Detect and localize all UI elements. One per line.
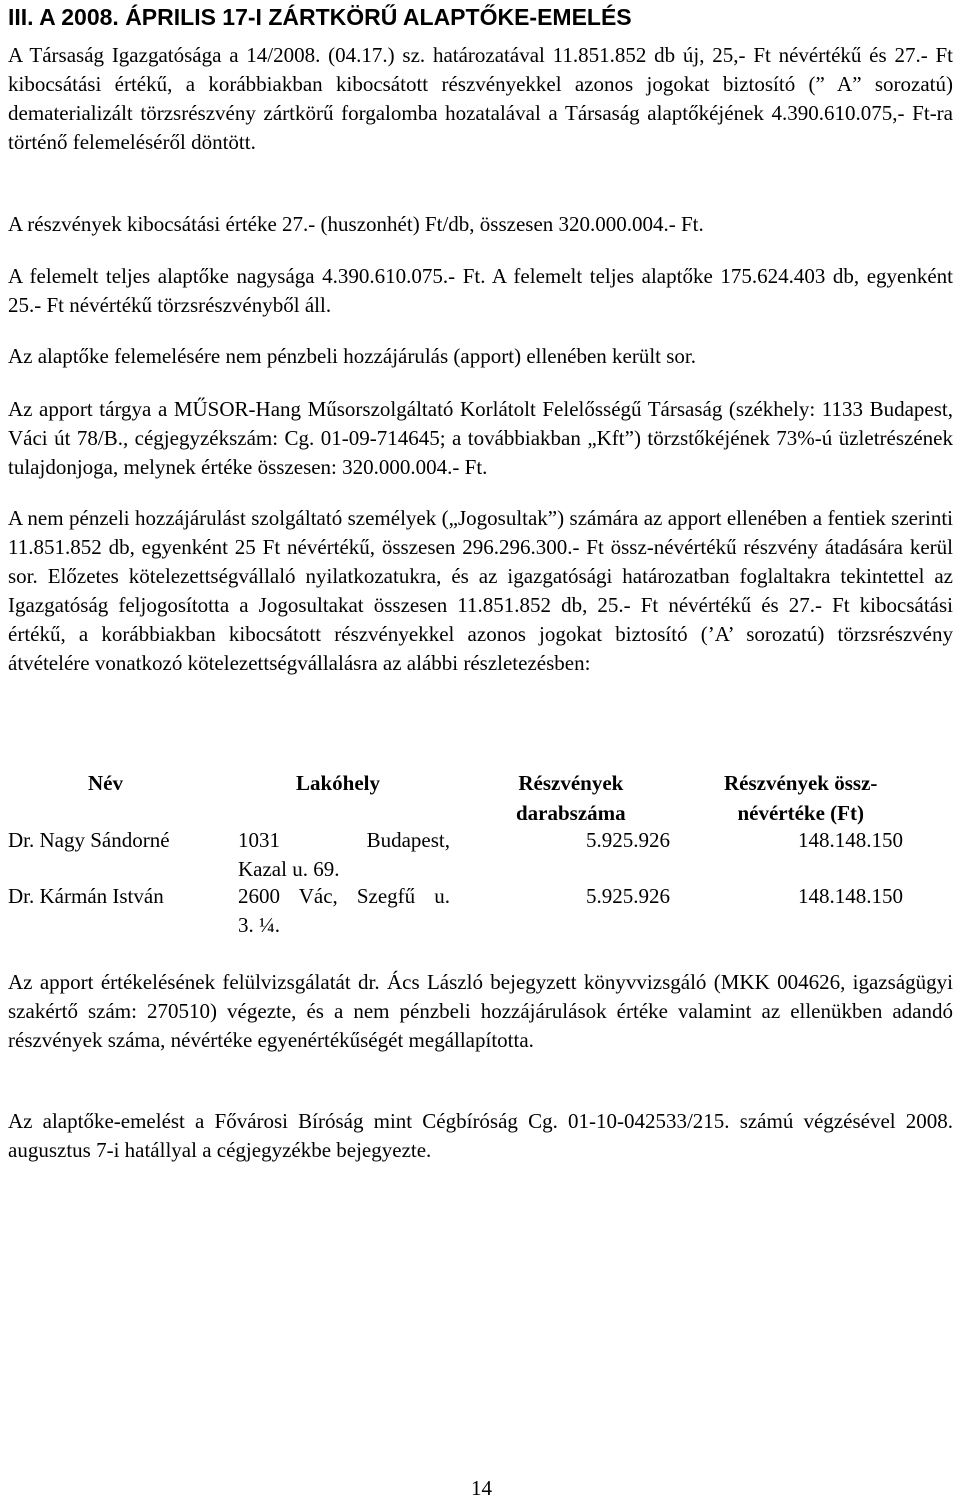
column-header-name: Név: [88, 771, 123, 795]
row-address-line1: 1031 Budapest,: [238, 828, 450, 852]
page-number: 14: [471, 1476, 492, 1500]
paragraph-board-decision: A Társaság Igazgatósága a 14/2008. (04.17.) sz. határozatával 11.851.852 db új, 25,- Ft névértékű és 27.- Ft kibocsátási értékű, a korábbiakban kibocsátott részvényekkel azonos jogokat biztosító (” A” sorozatú) dematerializált törzsrészvény zártkörű forgalomba hozatalával a Társaság alaptőkéjének 4.390.610.075,- Ft-ra történő felemeléséről döntött.: [8, 43, 953, 154]
row-address-line1: 2600 Vác, Szegfű u.: [238, 884, 450, 908]
row-share-count: 5.925.926: [586, 884, 670, 908]
paragraph-in-kind-contribution: Az alaptőke felemelésére nem pénzbeli hozzájárulás (apport) ellenében került sor.: [8, 344, 697, 368]
row-name: Dr. Kármán István: [8, 884, 164, 908]
column-header-share-count-line2: darabszáma: [516, 801, 626, 825]
row-share-count: 5.925.926: [586, 828, 670, 852]
column-header-share-count: [516, 768, 626, 828]
row-address-line2: 3. ¼.: [238, 913, 280, 937]
paragraph-apport-subject: Az apport tárgya a MŰSOR-Hang Műsorszolgáltató Korlátolt Felelősségű Társaság (székhely: 1133 Budapest, Váci út 78/B., cégjegyzékszám: Cg. 01-09-714645; a továbbiakban „Kft”) törzstőkéjének 73%-ú üzletrészének tulajdonjoga, melynek értéke összesen: 320.000.004.- Ft.: [8, 397, 953, 479]
paragraph-audit: Az apport értékelésének felülvizsgálatát dr. Ács László bejegyzett könyvvizsgáló (MKK 004626, igazságügyi szakértő szám: 270510) végezte, és a nem pénzbeli hozzájárulások értéke valamint az ellenükben adandó részvények száma, névértéke egyenértékűségét megállapította.: [8, 970, 953, 1052]
row-address-line2: Kazal u. 69.: [238, 857, 340, 881]
column-header-address: Lakóhely: [296, 771, 381, 795]
row-name: Dr. Nagy Sándorné: [8, 828, 170, 852]
paragraph-issue-value: A részvények kibocsátási értéke 27.- (huszonhét) Ft/db, összesen 320.000.004.- Ft.: [8, 212, 704, 236]
row-share-value: 148.148.150: [798, 828, 903, 852]
column-header-share-value: [724, 768, 877, 828]
column-header-share-value-line1: Részvények össz-: [724, 771, 878, 795]
paragraph-entitled-persons: A nem pénzeli hozzájárulást szolgáltató személyek („Jogosultak”) számára az apport ellenében a fentiek szerinti 11.851.852 db, egyenként 25 Ft névértékű, összesen 296.296.300.- Ft össz-névértékű részvény átadására kerül sor. Előzetes kötelezettségvállaló nyilatkozatukra, és az igazgatósági határozatban foglaltakra tekintettel az Igazgatóság feljogosította a Jogosultakat összesen 11.851.852 db, 25.- Ft névértékű és 27.- Ft kibocsátási értékű, a korábbiakban kibocsátott részvényekkel azonos jogokat biztosító (’A’ sorozatú) törzsrészvény átvételére vonatkozó kötelezettségvállalásra az alábbi részletezésben:: [8, 506, 953, 675]
row-share-value: 148.148.150: [798, 884, 903, 908]
paragraph-registration: Az alaptőke-emelést a Fővárosi Bíróság mint Cégbíróság Cg. 01-10-042533/215. számú végzésével 2008. augusztus 7-i hatállyal a cégjegyzékbe bejegyezte.: [8, 1109, 953, 1162]
section-heading: III. A 2008. ÁPRILIS 17-I ZÁRTKÖRŰ ALAPTŐKE-EMELÉS: [8, 4, 632, 30]
column-header-share-count-line1: Részvények: [518, 771, 624, 795]
column-header-share-value-line2: névértéke (Ft): [737, 801, 864, 825]
paragraph-share-capital: A felemelt teljes alaptőke nagysága 4.390.610.075.- Ft. A felemelt teljes alaptőke 175.624.403 db, egyenként 25.- Ft névértékű törzsrészvényből áll.: [8, 264, 953, 317]
